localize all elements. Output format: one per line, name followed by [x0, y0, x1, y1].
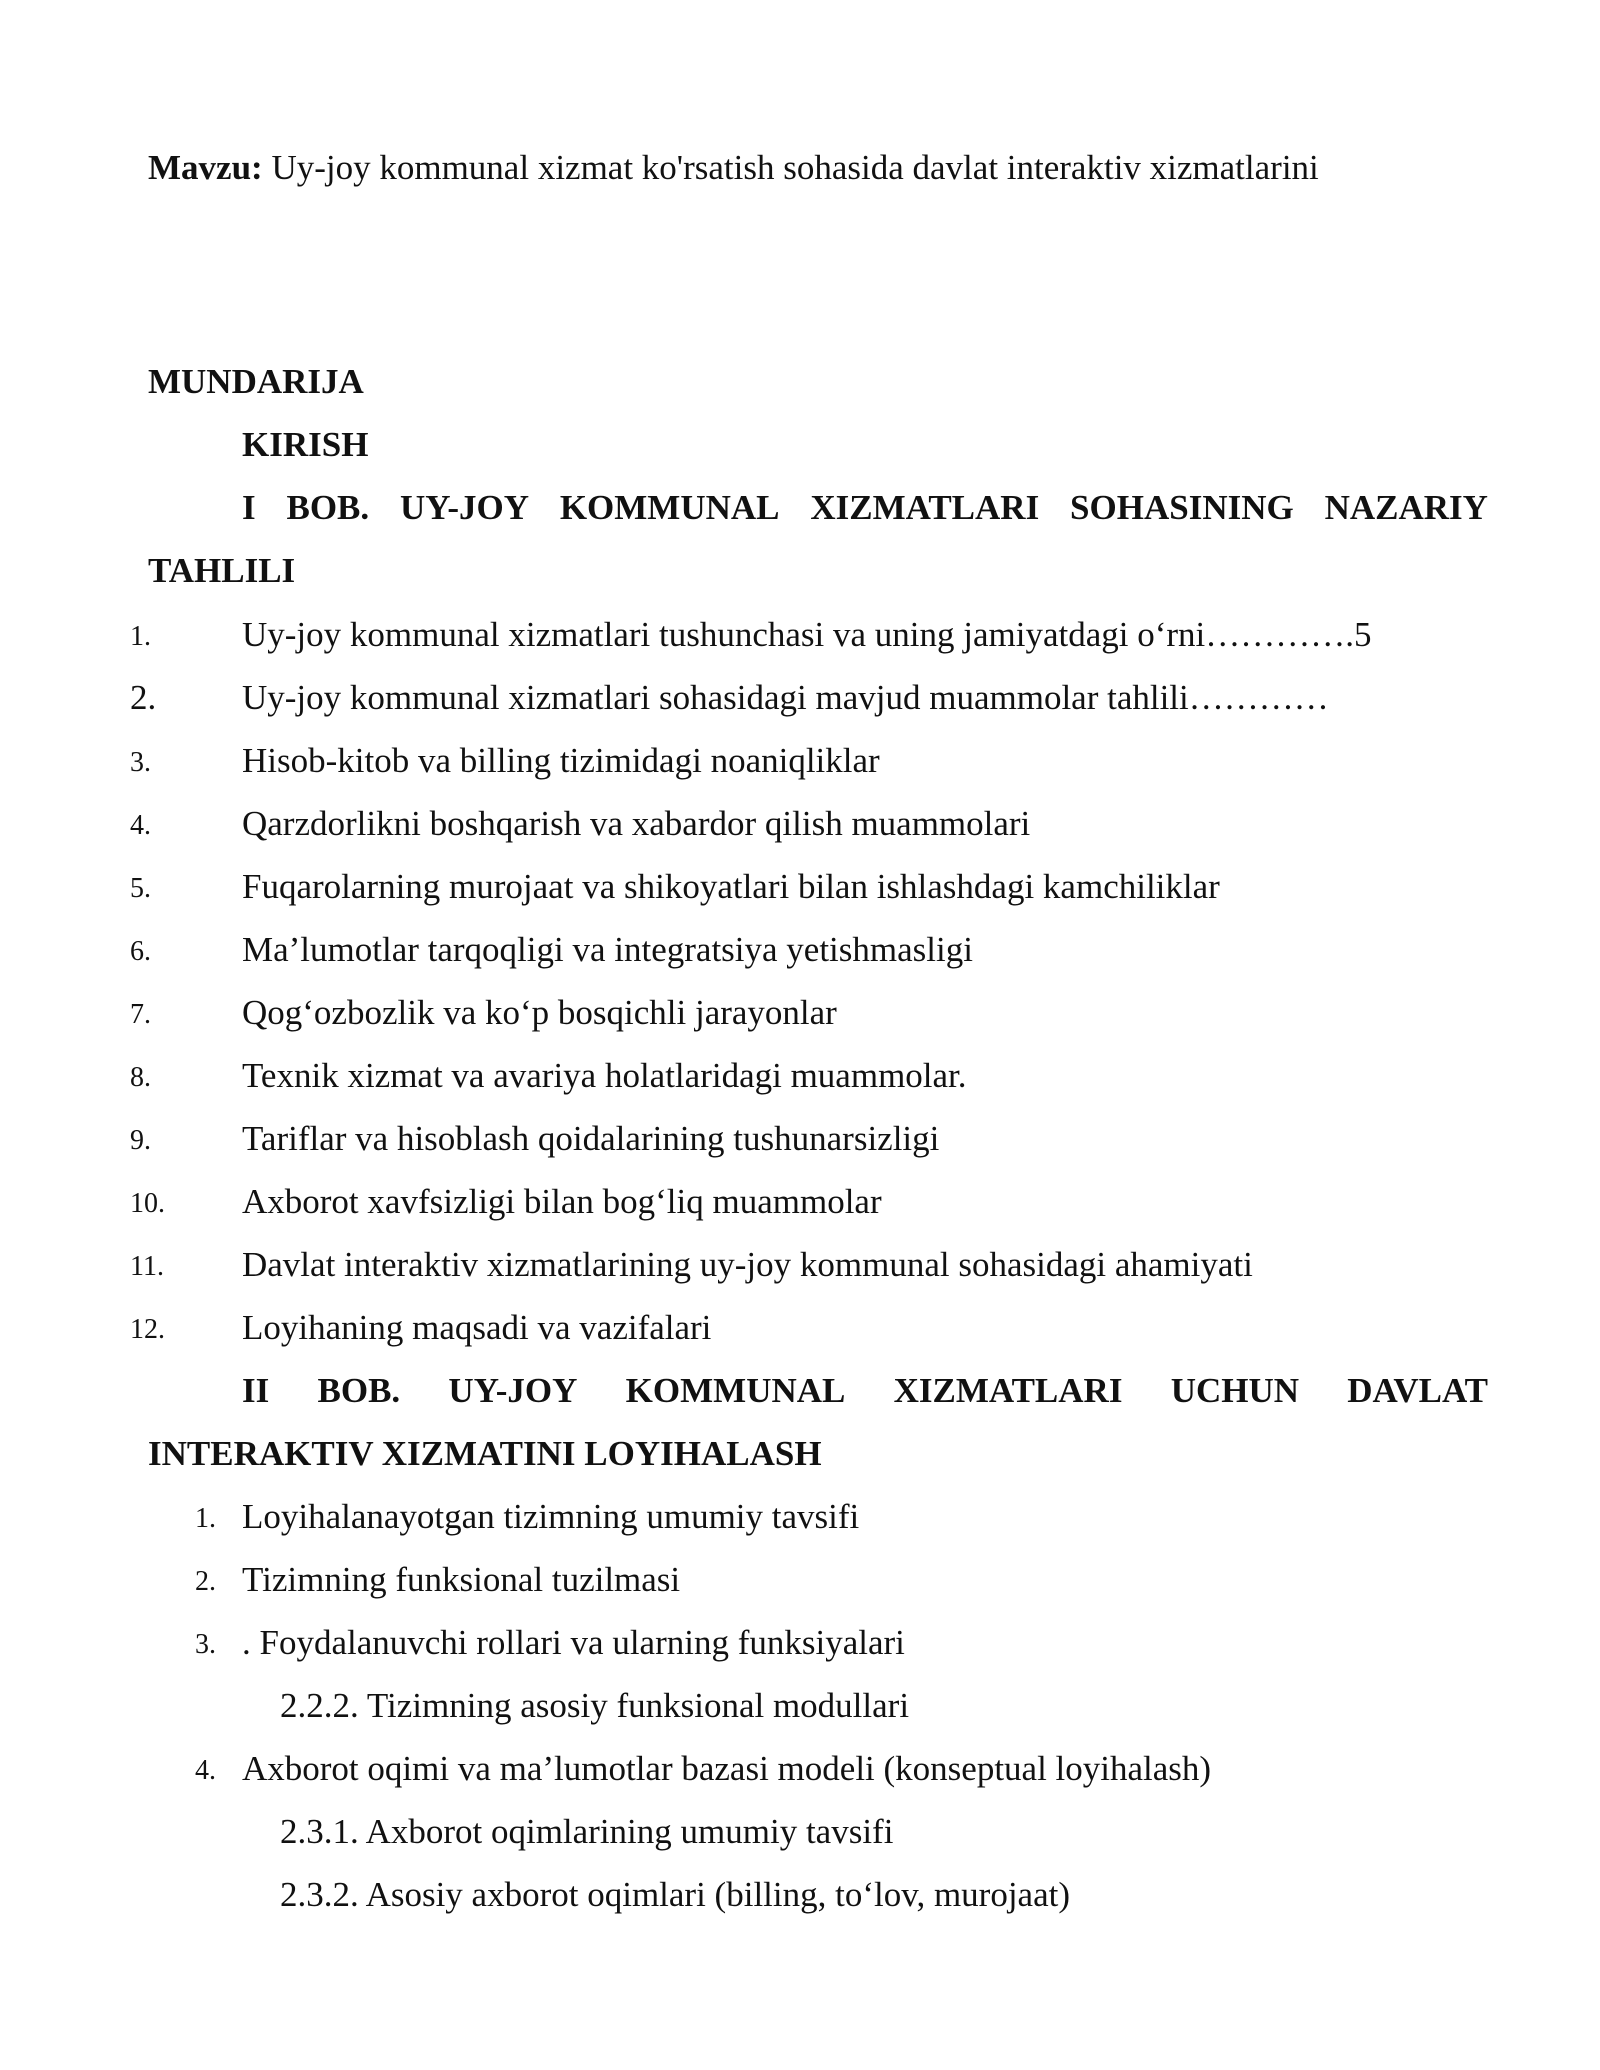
toc-item-number: 3.: [130, 747, 151, 778]
toc-item-text: Tizimning funksional tuzilmasi: [242, 1560, 681, 1599]
toc-item-number: 2.: [130, 678, 157, 717]
toc-item-number: 5.: [130, 873, 151, 904]
toc-subitem-text: 2.3.1. Axborot oqimlarining umumiy tavsifi: [280, 1812, 894, 1851]
chapter2-title: [242, 1371, 1488, 1411]
chapter1-title-cont: TAHLILI: [148, 551, 296, 590]
toc-subitem-text: 2.2.2. Tizimning asosiy funksional modullari: [280, 1686, 910, 1725]
toc-item-number: 7.: [130, 999, 151, 1030]
topic-label: Mavzu:: [148, 148, 263, 187]
chapter2-title-cont: INTERAKTIV XIZMATINI LOYIHALASH: [148, 1434, 822, 1473]
chapter2-title-word: UCHUN: [1170, 1371, 1300, 1410]
chapter2-title-word: DAVLAT: [1347, 1371, 1488, 1410]
toc-item-number: 11.: [130, 1251, 164, 1282]
toc-item-text: . Foydalanuvchi rollari va ularning funksiyalari: [242, 1623, 905, 1662]
chapter1-title-word: UY-JOY: [399, 488, 529, 527]
toc-item-text: Davlat interaktiv xizmatlarining uy-joy kommunal sohasidagi ahamiyati: [242, 1245, 1253, 1284]
toc-item-text: Hisob-kitob va billing tizimidagi noaniqliklar: [242, 741, 880, 780]
toc-item-number: 4.: [130, 810, 151, 841]
toc-item-text: Loyihalanayotgan tizimning umumiy tavsifi: [242, 1497, 860, 1536]
chapter1-title-word: NAZARIY: [1324, 488, 1488, 527]
chapter2-title-word: UY-JOY: [448, 1371, 578, 1410]
chapter1-title-word: XIZMATLARI: [810, 488, 1040, 527]
chapter1-title: [242, 488, 1488, 528]
toc-item-number: 9.: [130, 1125, 151, 1156]
topic-line: [148, 148, 1319, 188]
toc-item-text: Texnik xizmat va avariya holatlaridagi muammolar.: [242, 1056, 967, 1095]
chapter1-title-word: KOMMUNAL: [559, 488, 780, 527]
toc-item-text: Qog‘ozbozlik va ko‘p bosqichli jarayonlar: [242, 993, 837, 1032]
chapter2-title-word: BOB.: [317, 1371, 401, 1410]
toc-item-number: 1.: [195, 1503, 216, 1534]
toc-heading: MUNDARIJA: [148, 362, 364, 401]
toc-item-number: 10.: [130, 1188, 165, 1219]
chapter1-title-word: BOB.: [286, 488, 370, 527]
toc-item-number: 12.: [130, 1314, 165, 1345]
chapter2-title-word: KOMMUNAL: [625, 1371, 846, 1410]
toc-item-text: Qarzdorlikni boshqarish va xabardor qilish muammolari: [242, 804, 1031, 843]
toc-item-number: 4.: [195, 1755, 216, 1786]
topic-text: Uy-joy kommunal xizmat ko'rsatish sohasida davlat interaktiv xizmatlarini: [262, 148, 1319, 187]
toc-item-number: 1.: [130, 621, 151, 652]
toc-item-text: Axborot xavfsizligi bilan bog‘liq muammolar: [242, 1182, 882, 1221]
toc-intro: KIRISH: [242, 425, 369, 464]
toc-item-text: Tariflar va hisoblash qoidalarining tushunarsizligi: [242, 1119, 940, 1158]
toc-item-number: 3.: [195, 1629, 216, 1660]
toc-item-text: Uy-joy kommunal xizmatlari tushunchasi va uning jamiyatdagi o‘rni………….5: [242, 615, 1372, 654]
toc-subitem-text: 2.3.2. Asosiy axborot oqimlari (billing, to‘lov, murojaat): [280, 1875, 1070, 1914]
toc-item-text: Ma’lumotlar tarqoqligi va integratsiya yetishmasligi: [242, 930, 973, 969]
chapter2-title-word: XIZMATLARI: [893, 1371, 1123, 1410]
chapter1-title-word: SOHASINING: [1070, 488, 1294, 527]
toc-item-text: Axborot oqimi va ma’lumotlar bazasi modeli (konseptual loyihalash): [242, 1749, 1212, 1788]
toc-item-number: 2.: [195, 1566, 216, 1597]
toc-item-number: 6.: [130, 936, 151, 967]
toc-item-text: Fuqarolarning murojaat va shikoyatlari bilan ishlashdagi kamchiliklar: [242, 867, 1220, 906]
toc-item-number: 8.: [130, 1062, 151, 1093]
chapter1-title-word: I: [242, 488, 256, 527]
chapter2-title-word: II: [242, 1371, 270, 1410]
toc-item-text: Loyihaning maqsadi va vazifalari: [242, 1308, 712, 1347]
toc-item-text: Uy-joy kommunal xizmatlari sohasidagi mavjud muammolar tahlili…………: [242, 678, 1329, 717]
